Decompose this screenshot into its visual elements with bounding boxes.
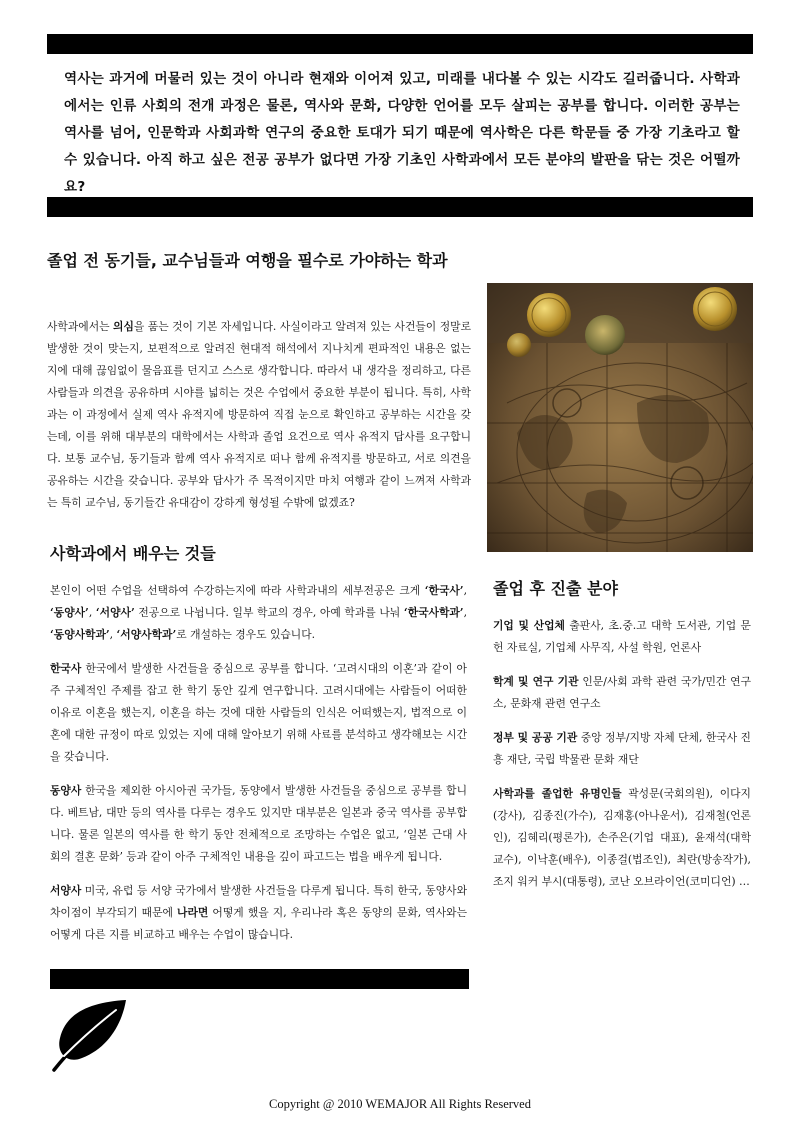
keyword: ‘한국사’ [424,584,464,597]
career-list [493,615,751,905]
career-label: 학계 및 연구 기관 [493,675,579,688]
section1-body [47,316,471,514]
text-span: 미국, 유럽 등 서양 국가에서 발생한 사건들을 다루게 됩니다. 특히 한국, 동양사와 차이점이 부각되기 때문에 [50,884,467,919]
career-label: 정부 및 공공 기관 [493,731,578,744]
bottom-bar [50,969,469,989]
career-text: 출판사, 초.중.고 대학 도서관, 기업 문헌 자료실, 기업체 사무직, 사설 학원, 언론사 [493,619,751,654]
career-item [493,615,751,659]
keyword: ‘동양사’ [50,606,89,619]
section1-bold: 의심 [113,320,134,333]
career-label: 기업 및 산업체 [493,619,565,632]
section2-title: 사학과에서 배우는 것들 [50,544,216,563]
text-span: 한국을 제외한 아시아권 국가들, 동양에서 발생한 사건들을 중심으로 공부를 합니다. 베트남, 대만 등의 역사를 다루는 경우도 있지만 대부분은 일본과 중국 역사를 공부합니다. 물론 일본의 역사를 한 학기 동안 전체적으로 조망하는 수업은 없고, ‘일본 근대 사회의 결혼 문화’ 등과 같이 아주 구체적인 내용을 깊이 파고드는 법을 배우게 됩니다. [50,784,467,863]
text-span: , [88,606,96,619]
text-span: 로 개설하는 경우도 있습니다. [176,628,316,641]
keyword: 동양사 [50,784,82,797]
career-text: 곽성문(국회의원), 이다지(강사), 김종진(가수), 김재홍(아나운서), 김재철(언론인), 김혜리(평론가), 손주은(기업 대표), 윤재석(대학 교수), 이낙훈(배우), 이종걸(법조인), 최란(방송작가), 조지 워커 부시(대통령), 코난 오브라이언(코미디언) … [493,787,751,888]
section1-title: 졸업 전 동기들, 교수님들과 여행을 필수로 가야하는 학과 [47,251,448,270]
text-span: 한국에서 발생한 사건들을 중심으로 공부를 합니다. ‘고려시대의 이혼’과 같이 아주 구체적인 주제를 잡고 한 학기 동안 깊게 연구합니다. 고려시대에는 사람들이 어떠한 이유로 이혼을 했는지, 이혼을 하는 것에 대한 사람들의 인식은 어떠했는지, 법적으로 이혼에 대한 규정이 따로 있었는 지에 대해 알아보기 위해 사료를 분석하고 생각해보는 시간을 갖습니다. [50,662,467,763]
keyword: 나라면 [177,906,209,919]
antique-map-coins-image [487,283,753,552]
keyword: ‘동양사학과’ [50,628,110,641]
section2-intro-paragraph [50,580,467,646]
text-span: 어떻게 했을 지, 우리나라 혹은 동양의 문화, 역사와는 어떻게 다른 지를 비교하고 배우는 수업이 많습니다. [50,906,468,941]
text-span: 전공으로 나뉩니다. 일부 학교의 경우, 아예 학과를 나눠 [134,606,404,619]
asian-history-paragraph [50,780,467,868]
copyright-footer: Copyright @ 2010 WEMAJOR All Rights Reserved [269,1097,531,1111]
top-bar [47,34,753,54]
text-span: , [109,628,117,641]
western-history-paragraph [50,880,467,946]
section1-lead: 사학과에서는 [47,320,114,333]
keyword: 서양사 [50,884,82,897]
career-item [493,727,751,771]
career-text: 중앙 정부/지방 자체 단체, 한국사 진흥 재단, 국립 박물관 문화 재단 [493,731,751,766]
leaf-icon [52,998,128,1072]
keyword: ‘서양사’ [95,606,135,619]
career-item [493,783,751,893]
text-span: , [463,606,467,619]
career-item [493,671,751,715]
keyword: ‘서양사학과’ [116,628,177,641]
keyword: ‘한국사학과’ [403,606,464,619]
korean-history-paragraph [50,658,467,768]
intro-bottom-bar [47,197,753,217]
keyword: 한국사 [50,662,82,675]
section3-title: 졸업 후 진출 분야 [493,579,618,598]
section1-rest: 을 품는 것이 기본 자세입니다. 사실이라고 알려져 있는 사건들이 정말로 발생한 것이 맞는지, 보편적으로 알려진 현대적 해석에서 지나치게 편파적인 내용은 없는 지에 대해 끊임없이 물음표를 던지고 스스로 생각합니다. 따라서 내 생각을 정리하고, 다른 사람들과 의견을 공유하며 시야를 넓히는 것은 수업에서 중요한 부분이 됩니다. 특히, 사학과는 이 과정에서 실제 역사 유적지에 방문하여 직접 눈으로 확인하고 공부하는 시간을 갖는데, 이를 위해 대부분의 대학에서는 사학과 졸업 요건으로 역사 유적지 답사를 요구합니다. 보통 교수님, 동기들과 함께 역사 유적지로 떠나 함께 유적지를 방문하고, 서로 의견을 공유하는 시간을 갖습니다. 공부와 답사가 주 목적이지만 마치 여행과 같이 느껴져 사학과는 특히 교수님, 동기들간 유대감이 강하게 형성될 수밖에 없겠죠? [47,320,471,509]
text-span: , [463,584,467,597]
section2-body [50,580,467,958]
career-text: 인문/사회 과학 관련 국가/민간 연구소, 문화재 관련 연구소 [493,675,751,710]
text-span: 본인이 어떤 수업을 선택하여 수강하는지에 따라 사학과내의 세부전공은 크게 [50,584,425,597]
intro-text: 역사는 과거에 머물러 있는 것이 아니라 현재와 이어져 있고, 미래를 내다볼 수 있는 시각도 길러줍니다. 사학과에서는 인류 사회의 전개 과정은 물론, 역사와 문화, 다양한 언어를 모두 살피는 공부를 합니다. 이러한 공부는 역사를 넘어, 인문학과 사회과학 연구의 중요한 토대가 되기 때문에 역사학은 다른 학문들 중 가장 기초라고 할 수 있습니다. 아직 하고 싶은 전공 공부가 없다면 가장 기초인 사학과에서 모든 분야의 발판을 닦는 것은 어떨까요? [64,71,740,195]
career-label: 사학과를 졸업한 유명인들 [493,787,622,800]
